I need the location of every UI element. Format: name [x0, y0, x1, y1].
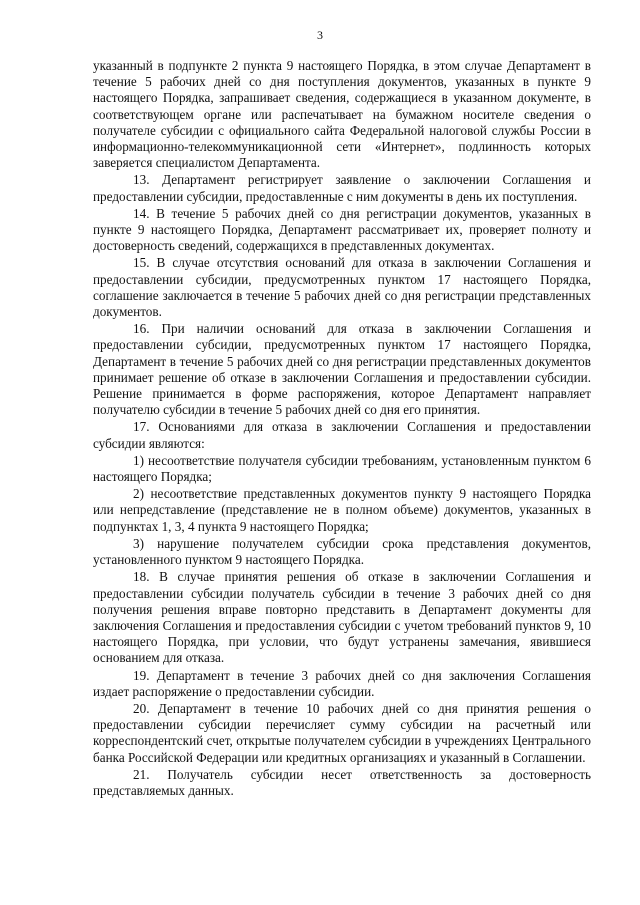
paragraph: 16. При наличии оснований для отказа в заключении Соглашения и предоставлении субсидии, предусмотренных пунктом 17 настоящего Порядка, Департамент в течение 5 рабочих дней со дня регистрации представленных документов принимает решение об отказе в заключении Соглашения и предоставлении субсидии. Решение принимается в форме распоряжения, которое Департамент направляет получателю субсидии в течение 5 рабочих дней со дня его принятия.: [93, 321, 591, 418]
paragraph: 19. Департамент в течение 3 рабочих дней со дня заключения Соглашения издает распоряжение о предоставлении субсидии.: [93, 667, 591, 699]
paragraph: 17. Основаниями для отказа в заключении Соглашения и предоставлении субсидии являются:: [93, 419, 591, 451]
paragraph: 15. В случае отсутствия оснований для отказа в заключении Соглашения и предоставлении субсидии, предусмотренных пунктом 17 настоящего Порядка, соглашение заключается в течение 5 рабочих дней со дня регистрации представленных документов.: [93, 255, 591, 320]
paragraph: 20. Департамент в течение 10 рабочих дней со дня принятия решения о предоставлении субсидии перечисляет сумму субсидии на расчетный или корреспондентский счет, открытые получателем субсидии в учреждениях Центрального банка Российской Федерации или кредитных организациях и указанный в Соглашении.: [93, 700, 591, 765]
paragraph: 3) нарушение получателем субсидии срока представления документов, установленного пунктом 9 настоящего Порядка.: [93, 535, 591, 568]
page-number: 3: [317, 28, 323, 42]
paragraph: 18. В случае принятия решения об отказе в заключении Соглашения и предоставлении субсидии получатель субсидии в течение 3 рабочих дней со дня получения решения вправе повторно представить в Департамент документы для заключения Соглашения и предоставления субсидии с учетом требований пунктов 9, 10 настоящего Порядка, при условии, что будут устранены замечания, явившиеся основанием для отказа.: [93, 569, 591, 666]
paragraph: указанный в подпункте 2 пункта 9 настоящего Порядка, в этом случае Департамент в течение 5 рабочих дней со дня поступления документов, указанных в пункте 9 настоящего Порядка, запрашивает сведения, содержащиеся в указанном документе, в соответствующем органе или распечатывает на бумажном носителе сведения о получателе субсидии с официального сайта Федеральной налоговой службы России в информационно-телекоммуникационной сети «Интернет», подлинность которых заверяется специалистом Департамента.: [93, 58, 591, 171]
document-body: [93, 58, 591, 800]
paragraph: 1) несоответствие получателя субсидии требованиям, установленным пунктом 6 настоящего Порядка;: [93, 452, 591, 485]
paragraph: 21. Получатель субсидии несет ответственность за достоверность представляемых данных.: [93, 766, 591, 798]
paragraph: 2) несоответствие представленных документов пункту 9 настоящего Порядка или непредставление (представление не в полном объеме) документов, указанных в подпунктах 1, 3, 4 пункта 9 настоящего Порядка;: [93, 486, 591, 534]
paragraph: 13. Департамент регистрирует заявление о заключении Соглашения и предоставлении субсидии, предоставленные с ним документы в день их поступления.: [93, 172, 591, 204]
paragraph: 14. В течение 5 рабочих дней со дня регистрации документов, указанных в пункте 9 настоящего Порядка, Департамент рассматривает их, проверяет полноту и достоверность сведений, содержащихся в представленных документах.: [93, 205, 591, 254]
